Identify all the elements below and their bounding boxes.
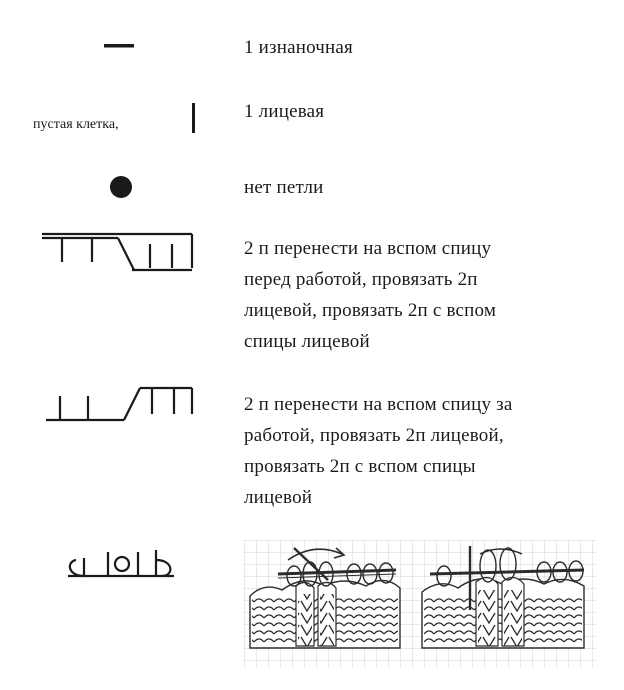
cable-back-line-1: 2 п перенести на вспом спицу за [244,394,513,415]
knit-vertical-bar-icon [190,103,198,133]
loop-o-loop-symbol-icon [62,544,180,584]
knit-description: 1 лицевая [244,101,325,122]
empty-cell-note: пустая клетка, [33,117,119,132]
cable-front-line-2: перед работой, провязать 2п [244,269,478,290]
cable-front-line-3: лицевой, провязать 2п с вспом [244,300,497,321]
cable-front-symbol-icon [40,228,200,274]
cable-back-line-2: работой, провязать 2п лицевой, [244,425,504,446]
no-stitch-dot-icon [108,174,134,200]
purl-description: 1 изнаночная [244,37,353,58]
purl-dash-icon [104,40,134,52]
cable-back-symbol-icon [40,382,200,428]
knitting-technique-illustration [244,540,596,668]
cable-back-line-4: лицевой [244,487,313,508]
no-stitch-description: нет петли [244,177,324,198]
cable-back-line-3: провязать 2п с вспом спицы [244,456,476,477]
cable-front-line-1: 2 п перенести на вспом спицу [244,238,492,259]
cable-front-line-4: спицы лицевой [244,331,370,352]
